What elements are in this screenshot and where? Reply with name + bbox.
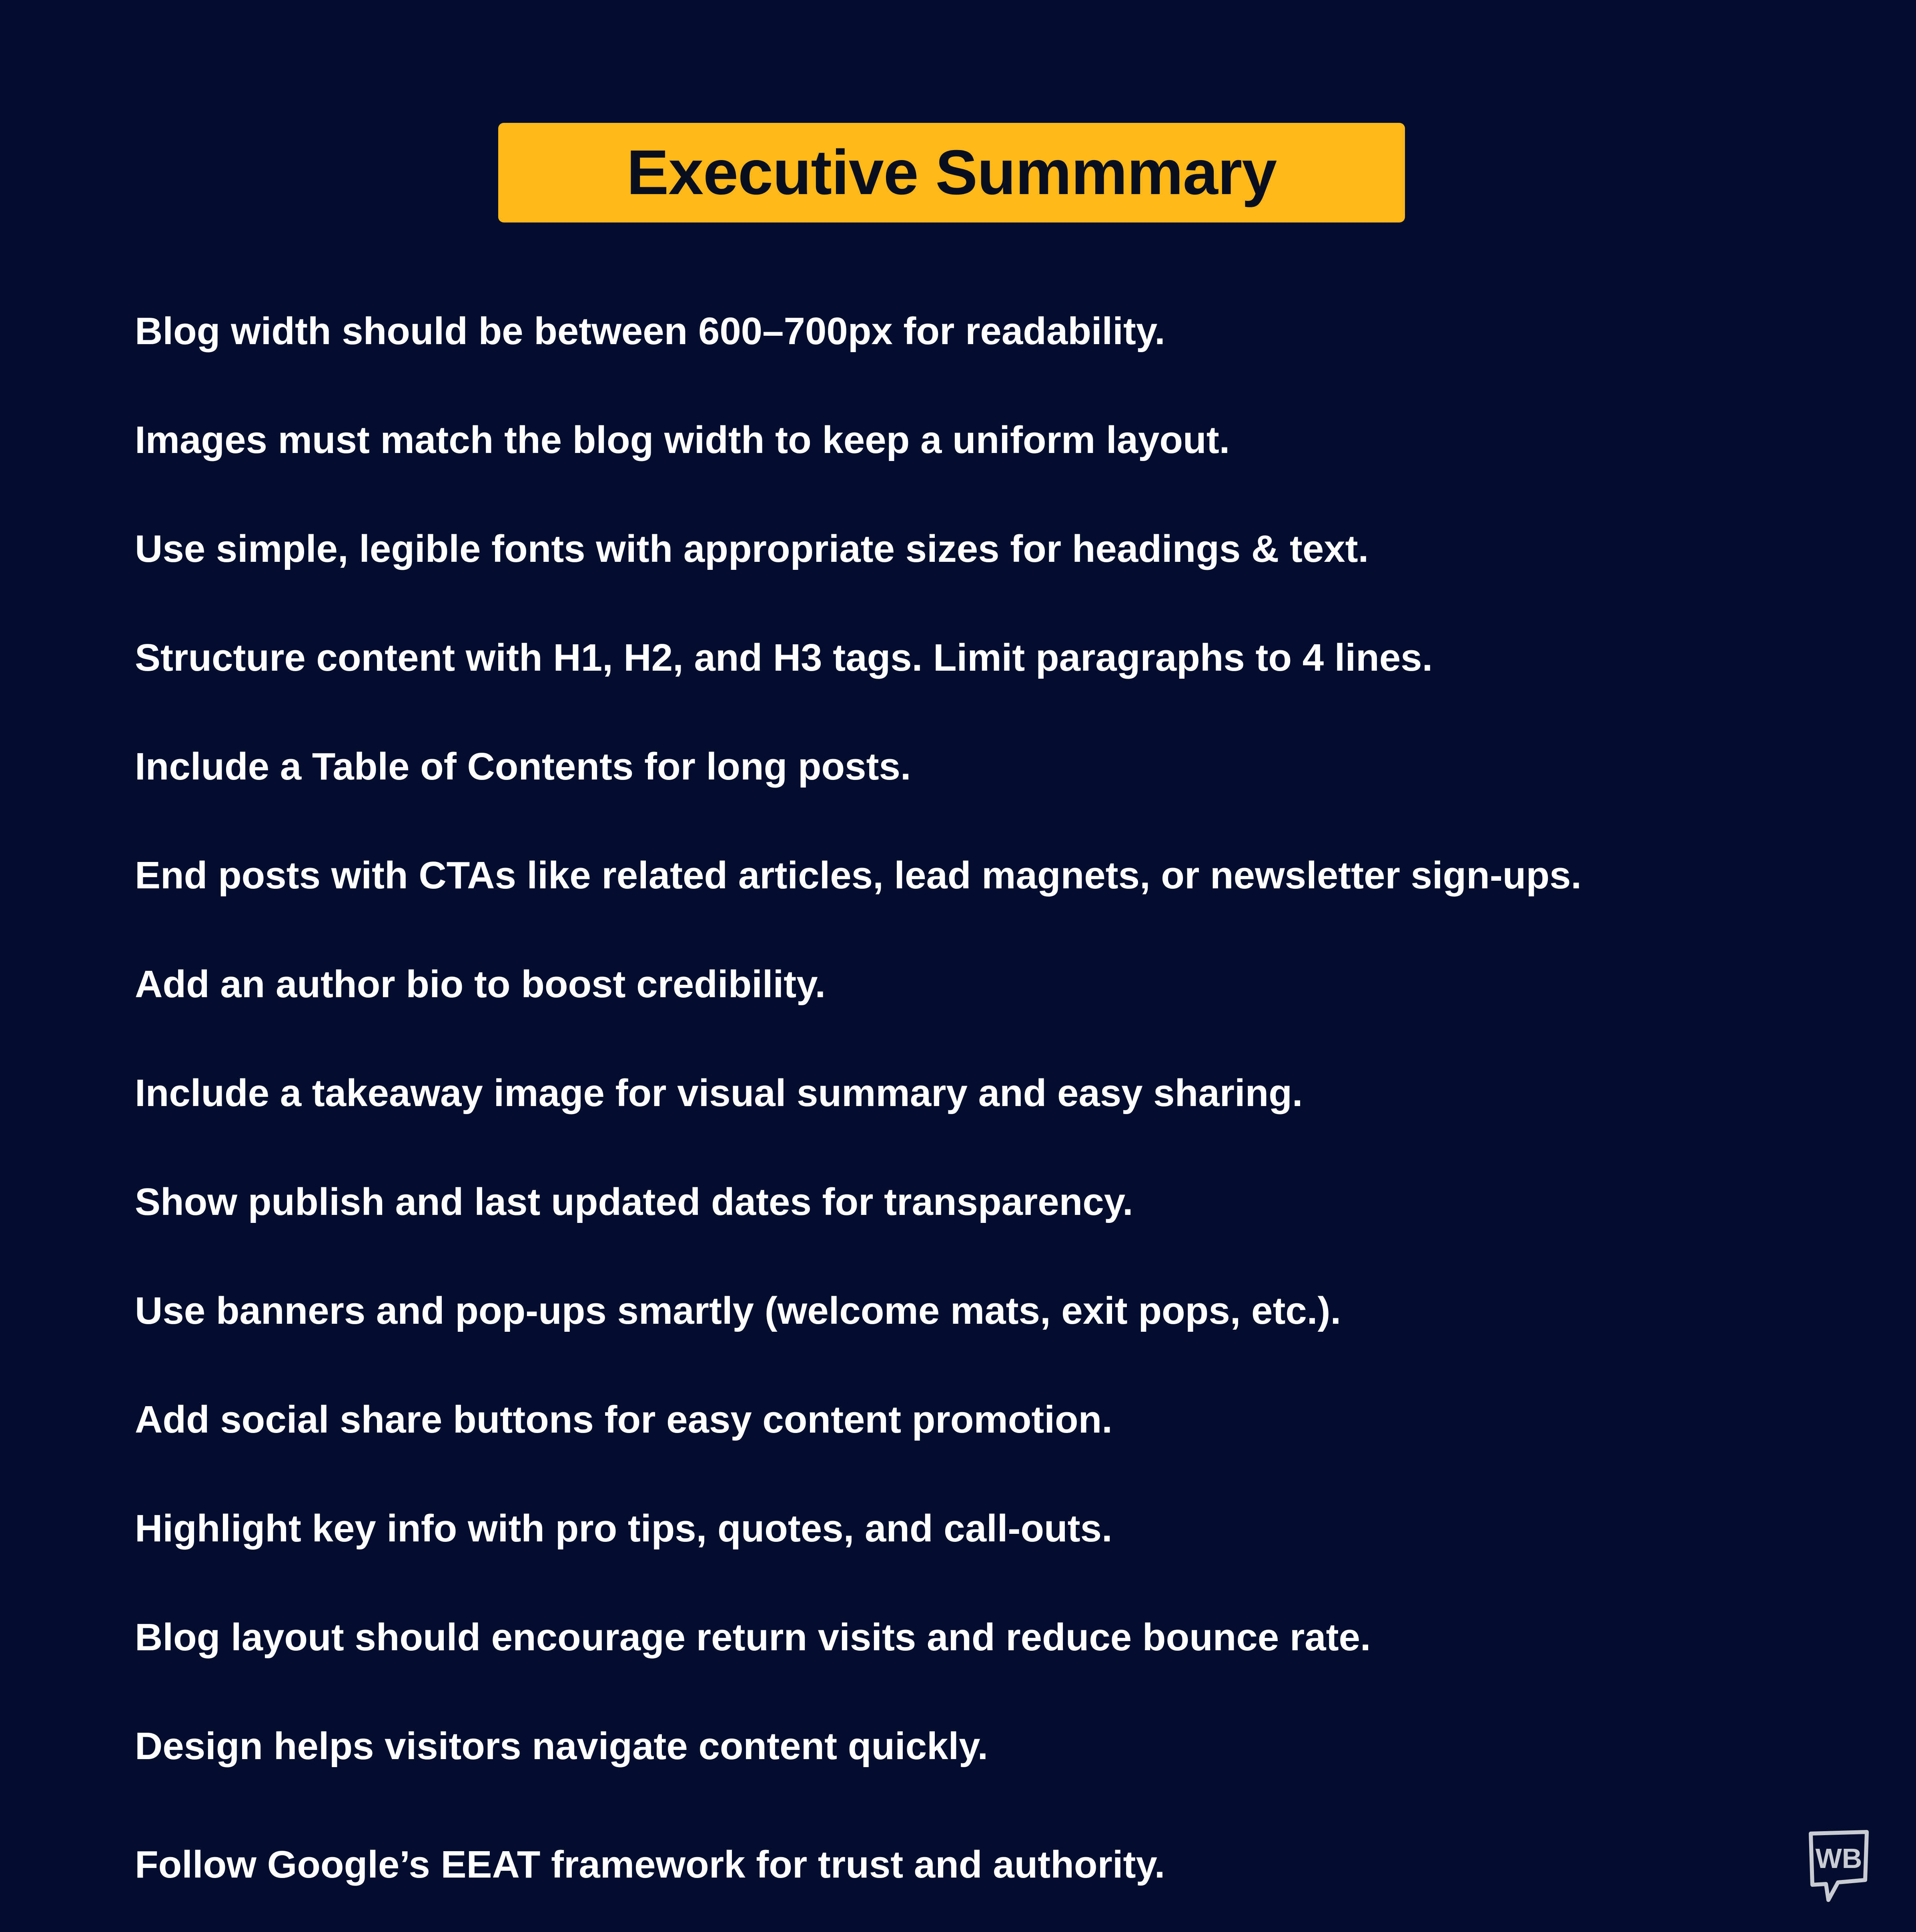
item-text: Use banners and pop-ups smartly (welcome mats, exit pops, etc.). <box>135 1289 1341 1332</box>
item-text: Use simple, legible fonts with appropriate sizes for headings & text. <box>135 527 1369 570</box>
wb-speech-bubble-logo-icon <box>1807 1829 1871 1905</box>
logo-text: WB <box>1815 1843 1862 1874</box>
item-text: Design helps visitors navigate content quickly. <box>135 1725 988 1768</box>
item-text: Add an author bio to boost credibility. <box>135 963 826 1006</box>
item-text: Include a takeaway image for visual summary and easy sharing. <box>135 1072 1303 1114</box>
item-text: Include a Table of Contents for long posts. <box>135 745 911 788</box>
item-text: Follow Google’s EEAT framework for trust and authority. <box>135 1843 1165 1886</box>
item-text: Add social share buttons for easy content promotion. <box>135 1398 1112 1441</box>
item-text: Blog layout should encourage return visits and reduce bounce rate. <box>135 1616 1371 1659</box>
item-text: Images must match the blog width to keep a uniform layout. <box>135 419 1230 461</box>
item-text: Highlight key info with pro tips, quotes, and call-outs. <box>135 1507 1112 1550</box>
item-text: Show publish and last updated dates for transparency. <box>135 1180 1133 1223</box>
item-text: Blog width should be between 600–700px for readability. <box>135 310 1165 353</box>
item-text: Structure content with H1, H2, and H3 tags. Limit paragraphs to 4 lines. <box>135 636 1433 679</box>
page-title: Executive Summmary <box>626 137 1277 208</box>
item-text: End posts with CTAs like related articles, lead magnets, or newsletter sign-ups. <box>135 854 1582 897</box>
